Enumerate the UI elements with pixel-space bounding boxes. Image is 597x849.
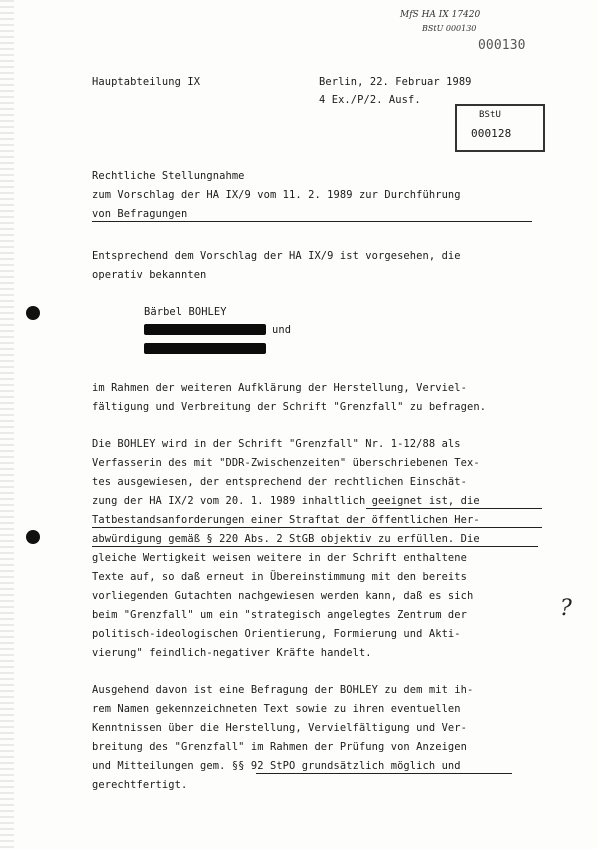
handwritten-underline <box>92 527 542 528</box>
para2-line-9: vorliegenden Gutachten nachgewiesen werden kann, daß es sich <box>92 590 474 602</box>
intro-line-2: operativ bekannten <box>92 269 207 281</box>
department: Hauptabteilung IX <box>92 76 201 88</box>
para2-line-11: politisch-ideologischen Orientierung, Formierung und Akti- <box>92 628 461 640</box>
punch-hole <box>26 306 40 320</box>
subject-line-1: Rechtliche Stellungnahme <box>92 170 245 182</box>
para3-line-5: und Mitteilungen gem. §§ 92 StPO grundsätzlich möglich und <box>92 760 461 772</box>
para1-line-2: fältigung und Verbreitung der Schrift "Grenzfall" zu befragen. <box>92 401 487 413</box>
margin-question-mark: ? <box>560 596 572 621</box>
para2-line-6: abwürdigung gemäß § 220 Abs. 2 StGB objektiv zu erfüllen. Die <box>92 533 480 545</box>
para3-line-4: breitung des "Grenzfall" im Rahmen der Prüfung von Anzeigen <box>92 741 467 753</box>
para2-line-4: zung der HA IX/2 vom 20. 1. 1989 inhaltlich geeignet ist, die <box>92 495 480 507</box>
para1-line-1: im Rahmen der weiteren Aufklärung der Herstellung, Verviel- <box>92 382 467 394</box>
redaction-bar <box>144 324 266 335</box>
para3-line-3: Kenntnissen über die Herstellung, Vervielfältigung und Ver- <box>92 722 467 734</box>
subject-line-2: zum Vorschlag der HA IX/9 vom 11. 2. 1989 zur Durchführung <box>92 189 461 201</box>
intro-line-1: Entsprechend dem Vorschlag der HA IX/9 ist vorgesehen, die <box>92 250 461 262</box>
para3-line-1: Ausgehend davon ist eine Befragung der BOHLEY zu dem mit ih- <box>92 684 474 696</box>
para2-line-8: Texte auf, so daß erneut in Übereinstimmung mit den bereits <box>92 571 467 583</box>
para2-line-5: Tatbestandsanforderungen einer Straftat der öffentlichen Her- <box>92 514 480 526</box>
subject-line-3: von Befragungen <box>92 208 188 220</box>
name-bohley: Bärbel BOHLEY <box>144 306 227 318</box>
punch-hole <box>26 530 40 544</box>
archive-stamp <box>455 104 545 152</box>
para3-line-2: rem Namen gekennzeichneten Text sowie zu ihren eventuellen <box>92 703 461 715</box>
para2-line-12: vierung" feindlich-negativer Kräfte handelt. <box>92 647 372 659</box>
para3-line-6: gerechtfertigt. <box>92 779 188 791</box>
archive-number-handwritten-2: BStU 000130 <box>422 24 477 33</box>
para2-line-3: tes ausgewiesen, der entsprechend der rechtlichen Einschät- <box>92 476 467 488</box>
redaction-bar <box>144 343 266 354</box>
para2-line-10: beim "Grenzfall" um ein "strategisch angelegtes Zentrum der <box>92 609 467 621</box>
handwritten-underline <box>366 508 542 509</box>
para2-line-1: Die BOHLEY wird in der Schrift "Grenzfall" Nr. 1-12/88 als <box>92 438 461 450</box>
and-word: und <box>272 324 292 336</box>
stamp-label: BStU <box>479 110 502 120</box>
handwritten-underline <box>256 773 512 774</box>
scan-edge <box>0 0 14 849</box>
copies-note: 4 Ex./P/2. Ausf. <box>319 94 421 106</box>
stamp-number: 000128 <box>471 127 512 140</box>
place-date: Berlin, 22. Februar 1989 <box>319 76 472 88</box>
archive-number-handwritten: MfS HA IX 17420 <box>400 10 481 20</box>
para2-line-2: Verfasserin des mit "DDR-Zwischenzeiten" überschriebenen Tex- <box>92 457 480 469</box>
page-number: 000130 <box>478 38 526 53</box>
para2-line-7: gleiche Wertigkeit weisen weitere in der Schrift enthaltene <box>92 552 467 564</box>
subject-underline <box>92 221 532 222</box>
handwritten-underline <box>92 546 538 547</box>
